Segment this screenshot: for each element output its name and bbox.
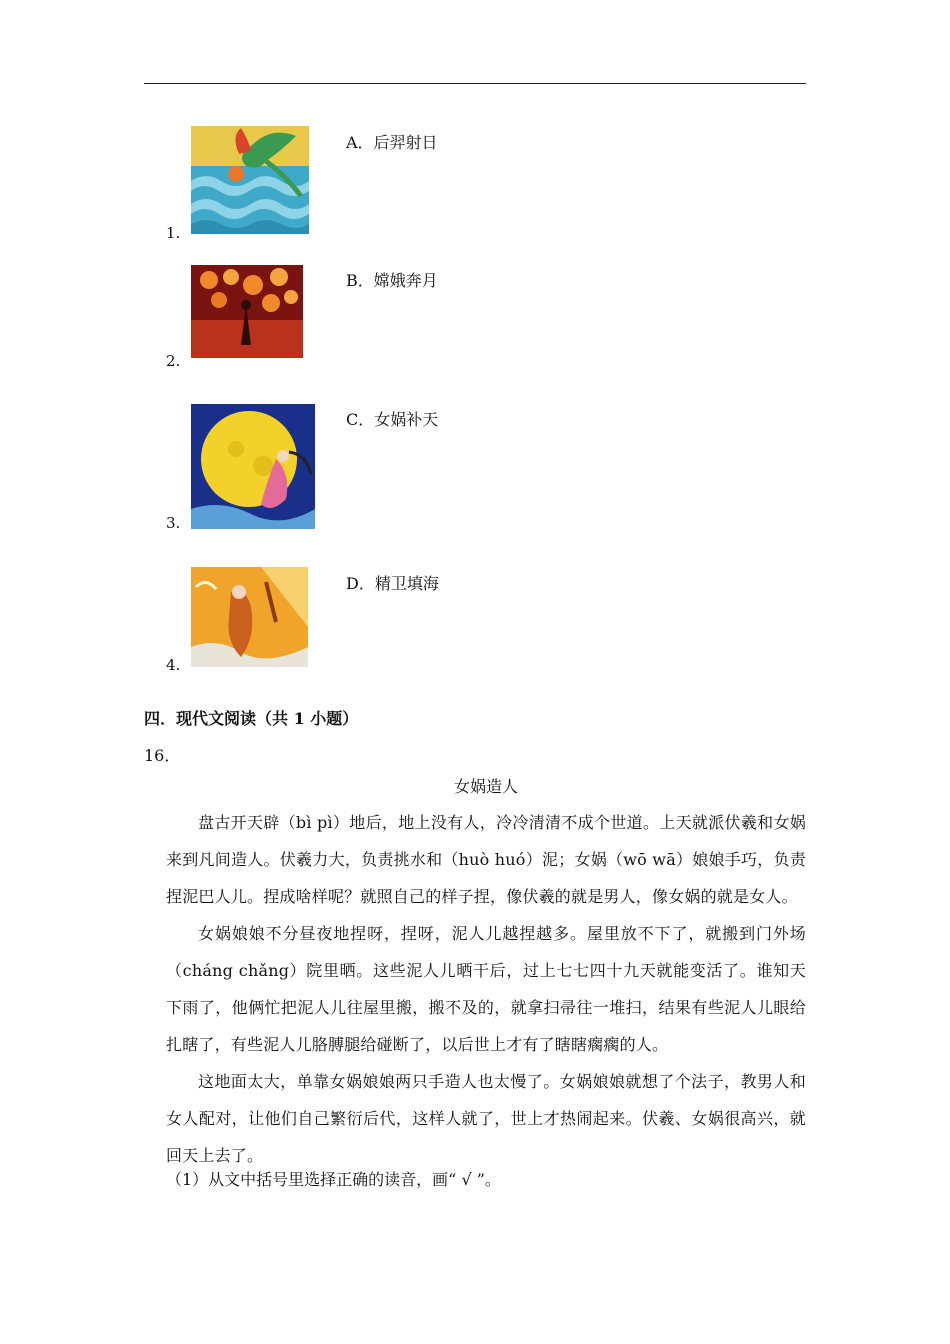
- goddess-sky-image: [191, 567, 308, 667]
- item-number: 4.: [166, 656, 181, 674]
- sub-question-1: （1）从文中括号里选择正确的读音，画“ √ ”。: [166, 1170, 501, 1189]
- moon-goddess-image: [191, 404, 315, 529]
- section-heading: 四．现代文阅读（共 1 小题）: [144, 709, 359, 728]
- item-number: 1.: [166, 224, 181, 242]
- paragraph: 女娲娘娘不分昼夜地捏呀，捏呀，泥人儿越捏越多。屋里放不下了，就搬到门外场（cháng chǎng）院里晒。这些泥人儿晒干后，过上七七四十九天就能变活了。谁知天下雨了，他俩忙把泥人儿往屋里搬，搬不及的，就拿扫帚往一堆扫，结果有些泥人儿眼给扎瞎了，有些泥人儿胳膊腿给碰断了，以后世上才有了瞎瞎瘸瘸的人。: [166, 924, 806, 1054]
- sun-archer-image: [191, 265, 303, 358]
- item-number: 2.: [166, 352, 181, 370]
- header-rule: [144, 83, 806, 84]
- paragraph: 这地面太大，单靠女娲娘娘两只手造人也太慢了。女娲娘娘就想了个法子，教男人和女人配对，让他们自己繁衍后代，这样人就了，世上才热闹起来。伏羲、女娲很高兴，就回天上去了。: [166, 1072, 806, 1165]
- phoenix-bird-image: [191, 126, 309, 234]
- passage-title: 女娲造人: [453, 777, 518, 796]
- item-number: 3.: [166, 514, 181, 532]
- option-b: B．嫦娥奔月: [346, 271, 438, 290]
- option-c: C．女娲补天: [346, 410, 439, 429]
- question-number: 16．: [144, 746, 181, 765]
- option-a: A．后羿射日: [346, 133, 438, 152]
- option-d: D．精卫填海: [346, 574, 439, 593]
- paragraph: 盘古开天辟（bì pì）地后，地上没有人，冷冷清清不成个世道。上天就派伏羲和女娲来到凡间造人。伏羲力大，负责挑水和（huò huó）泥；女娲（wō wā）娘娘手巧，负责捏泥巴人儿。捏成啥样呢？就照自己的样子捏，像伏羲的就是男人，像女娲的就是女人。: [166, 813, 806, 906]
- passage: [166, 804, 806, 1174]
